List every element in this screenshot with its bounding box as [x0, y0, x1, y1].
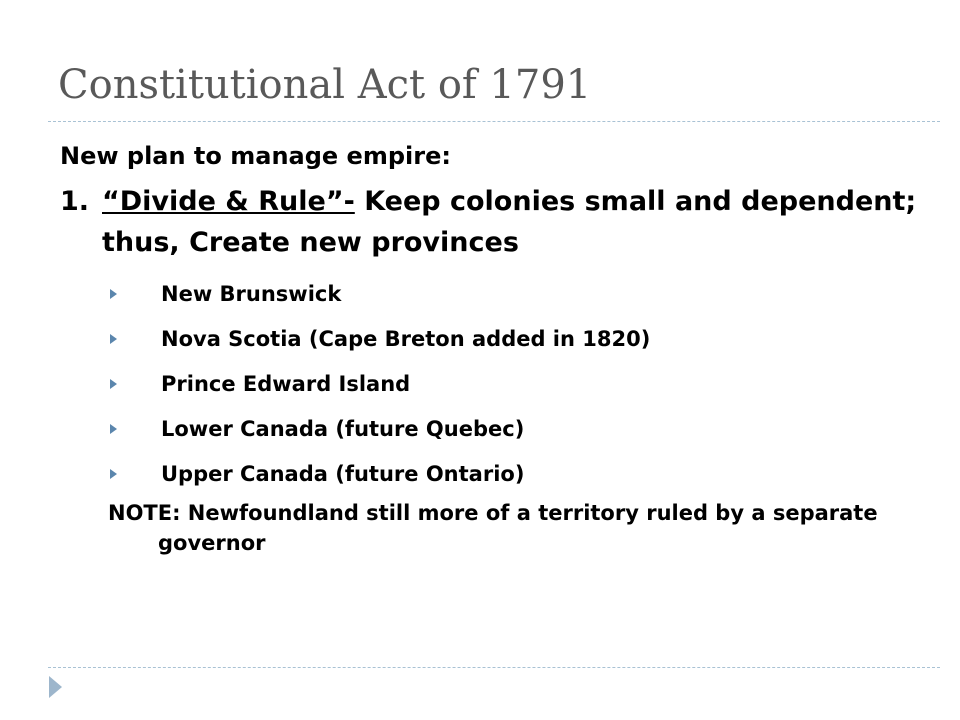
point-number: 1.	[60, 186, 90, 217]
numbered-point	[60, 181, 920, 263]
list-item-label: Lower Canada (future Quebec)	[161, 416, 525, 441]
point-term: “Divide & Rule”-	[102, 186, 355, 217]
list-item	[60, 361, 920, 406]
triangle-bullet-icon	[110, 379, 117, 389]
list-item-label: Nova Scotia (Cape Breton added in 1820)	[161, 326, 651, 351]
note-text: NOTE: Newfoundland still more of a territory ruled by a separate governor	[108, 501, 878, 555]
list-item	[60, 451, 920, 496]
triangle-bullet-icon	[110, 424, 117, 434]
title-divider	[48, 121, 940, 122]
list-item	[60, 316, 920, 361]
slide-title: Constitutional Act of 1791	[58, 62, 592, 108]
triangle-bullet-icon	[110, 289, 117, 299]
footer-divider	[48, 667, 940, 668]
point-text: Keep colonies small and dependent; thus, Create new provinces	[102, 186, 917, 258]
triangle-bullet-icon	[110, 469, 117, 479]
triangle-bullet-icon	[110, 334, 117, 344]
point-body	[102, 181, 920, 263]
list-item-label: Upper Canada (future Ontario)	[161, 461, 525, 486]
list-item	[60, 406, 920, 451]
list-item-label: Prince Edward Island	[161, 371, 411, 396]
province-list	[60, 271, 920, 496]
list-item	[60, 271, 920, 316]
slide-body	[60, 134, 920, 558]
intro-text: New plan to manage empire:	[60, 142, 451, 170]
triangle-arrow-icon	[49, 676, 62, 698]
list-item-label: New Brunswick	[161, 281, 342, 306]
